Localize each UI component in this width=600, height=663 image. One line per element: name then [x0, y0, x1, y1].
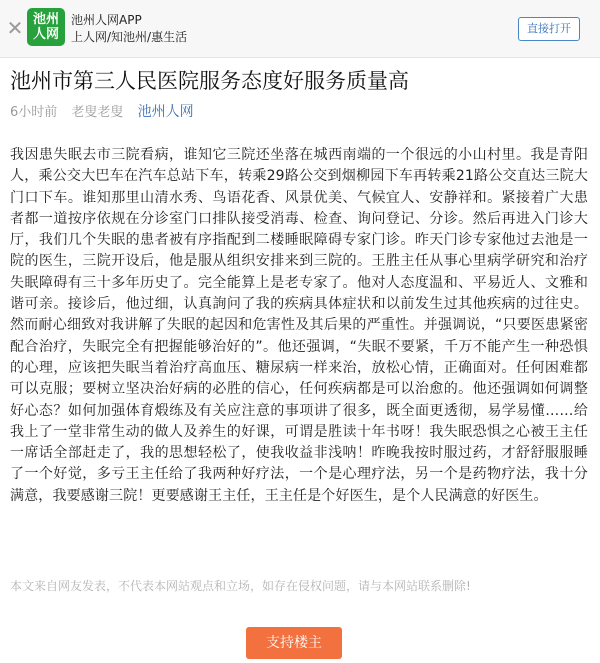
logo-text-line1: 池州 — [32, 12, 59, 27]
support-author-button[interactable]: 支持楼主 — [246, 627, 342, 659]
logo-text-line2: 人网 — [32, 27, 59, 42]
app-logo — [27, 8, 65, 46]
app-name: 池州人网APP — [71, 13, 142, 27]
article-meta — [10, 102, 194, 122]
disclaimer-text: 本文来自网友发表，不代表本网站观点和立场，如存在侵权问题，请与本网站联系删除! — [10, 579, 471, 593]
app-tagline: 上人网/知池州/惠生活 — [71, 30, 188, 44]
source-link[interactable]: 池州人网 — [137, 104, 194, 120]
close-icon[interactable]: ✕ — [6, 16, 24, 40]
article-body: 我因患失眠去市三院看病，谁知它三院还坐落在城西南端的一个很远的小山村里。我是青阳人，乘公交大巴车在汽车总站下车，转乘29路公交到烟柳园下车再转乘21路公交直达三院大门口下车。谁知那里山清水秀、鸟语花香、风景优美、气候宜人、安静祥和。紧接着广大患者都一道按序依规在分诊室门口排队接受消毒、检查、询问登记、分诊。然后再进入门诊大厅，我们几个失眠的患者被有序指配到二楼睡眠障碍专家门诊。昨天门诊专家他过去池是一院的医生，三院开设后，他是服从组织安排来到三院的。王胜主任从事心里病学研究和治疗失眠障碍有三十多年历史了。完全能算上是老专家了。他对人态度温和、平易近人、文雅和谐可亲。接诊后，他过细，认真詢问了我的疾病具体症状和以前发生过其他疾病的过往史。然而耐心细致对我讲解了失眠的起因和危害性及其后果的严重性。并强调说，“只要医患紧密配合治疗，失眠完全有把握能够治好的”。他还强调，“失眠不要紧，千万不能产生一种恐惧的心理，应该把失眠当着治疗高血压、糖尿病一样来治，放松心情，正确面对。任何困难都可以克服；要树立坚决治好病的必胜的信心，任何疾病都是可以治愈的。他还强调如何调整好心态？如何加强体育煅练及有关应注意的事项讲了很多，既全面更透彻，易学易懂……给我上了一堂非常生动的做人及养生的好课，可谓是胜读十年书呀！我失眠恐惧之心被王主任一席话全部赶走了，我的思想轻松了，使我收益非浅呐！昨晚我按时服过药，才舒舒服服睡了一个好觉，多亏王主任给了我两种好疗法，一个是心理疗法，另一个是药物疗法，我十分满意，我要感谢三院！更要感谢王主任，王主任是个好医生，是个人民满意的好医生。 — [10, 147, 588, 504]
author-name[interactable]: 老叟老叟 — [71, 105, 124, 120]
open-app-button[interactable]: 直接打开 — [518, 17, 580, 41]
article-title: 池州市第三人民医院服务态度好服务质量高 — [10, 69, 409, 93]
app-download-banner — [0, 0, 600, 58]
post-time: 6小时前 — [10, 105, 58, 120]
